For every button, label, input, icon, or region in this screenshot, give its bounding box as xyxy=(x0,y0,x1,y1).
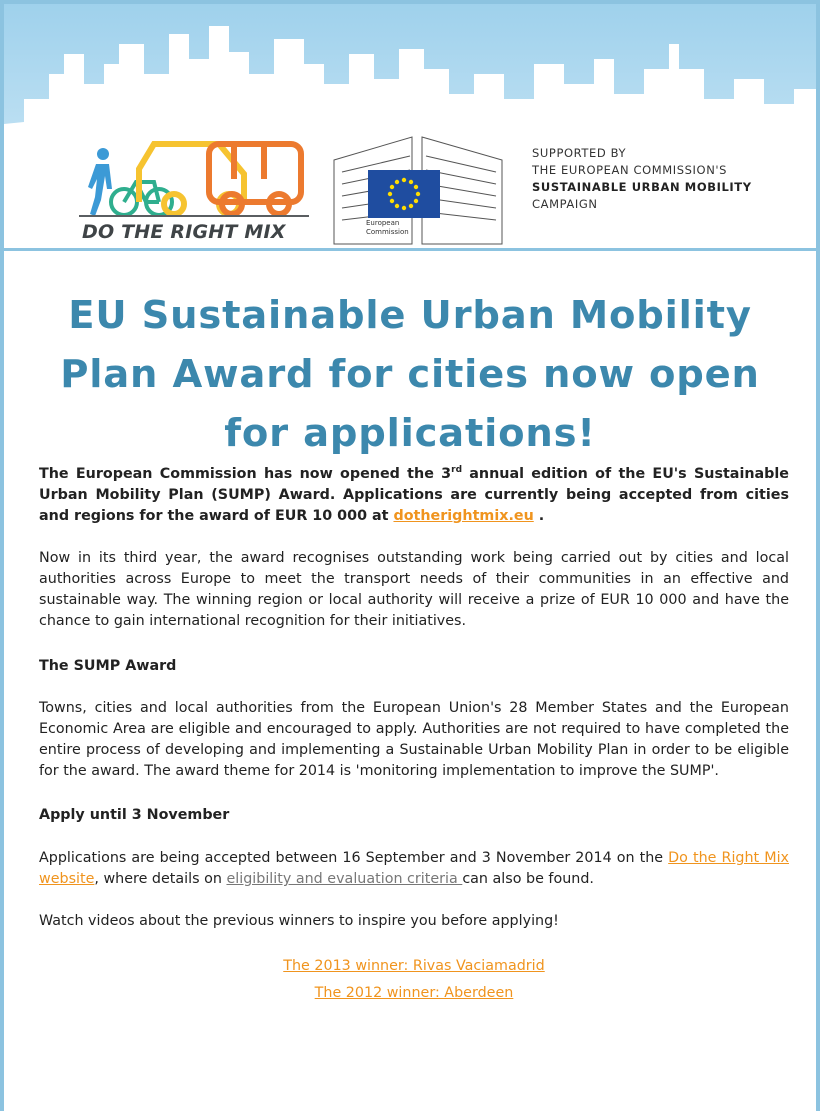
banner-divider xyxy=(4,248,816,251)
do-the-right-mix-website-link[interactable]: Do the Right Mix website xyxy=(39,850,789,887)
do-the-right-mix-logo-text: DO THE RIGHT MIX xyxy=(82,221,286,243)
intro-paragraph: Now in its third year, the award recognises outstanding work being carried out by cities and local authorities across Europe to meet the transport needs of their communities in an effective and sustainable way. The winning region or local authority will receive a prize of EUR 10 000 and have the chance to gain international recognition for their initiatives. xyxy=(39,550,789,629)
eu-flag-icon xyxy=(368,170,440,218)
eligibility-paragraph: Towns, cities and local authorities from the European Union's 28 Member States and the European Economic Area are eligible and encouraged to apply. Authorities are not required to have completed the entire process of developing and implementing a Sustainable Urban Mobility Plan in order to be eligible for the award. The award theme for 2014 is 'monitoring implementation to improve the SUMP'. xyxy=(39,700,789,779)
winner-2012-link[interactable]: The 2012 winner: Aberdeen xyxy=(314,985,514,1001)
european-commission-logo xyxy=(332,132,504,250)
header-banner xyxy=(4,4,816,248)
eligibility-criteria-link[interactable]: eligibility and evaluation criteria xyxy=(226,871,463,887)
lead-paragraph: The European Commission has now opened the 3rd annual edition of the EU's Sustainable Urban Mobility Plan (SUMP) Award. Applications are currently being accepted from cities and regions for the award of EUR 10 000 at dotherightmix.eu . xyxy=(39,465,789,524)
application-paragraph: Applications are being accepted between 16 September and 3 November 2014 on the Do the Right Mix website, where details on eligibility and evaluation criteria can also be found. xyxy=(39,850,789,887)
winner-2013-link[interactable]: The 2013 winner: Rivas Vaciamadrid xyxy=(283,958,545,974)
sump-award-heading: The SUMP Award xyxy=(39,658,177,674)
headline: EU Sustainable Urban Mobility Plan Award for cities now open for applications! xyxy=(60,293,760,456)
supported-by-text: SUPPORTED BY THE EUROPEAN COMMISSION'S SUSTAINABLE URBAN MOBILITY CAMPAIGN xyxy=(532,146,752,211)
winner-2012-row xyxy=(39,983,789,1004)
dotherightmix-link[interactable]: dotherightmix.eu xyxy=(393,508,534,524)
apply-heading: Apply until 3 November xyxy=(39,807,230,823)
article-body xyxy=(39,464,789,1004)
european-commission-label: European Commission xyxy=(366,219,409,236)
videos-paragraph: Watch videos about the previous winners to inspire you before applying! xyxy=(39,913,559,929)
winner-2013-row xyxy=(39,956,789,977)
